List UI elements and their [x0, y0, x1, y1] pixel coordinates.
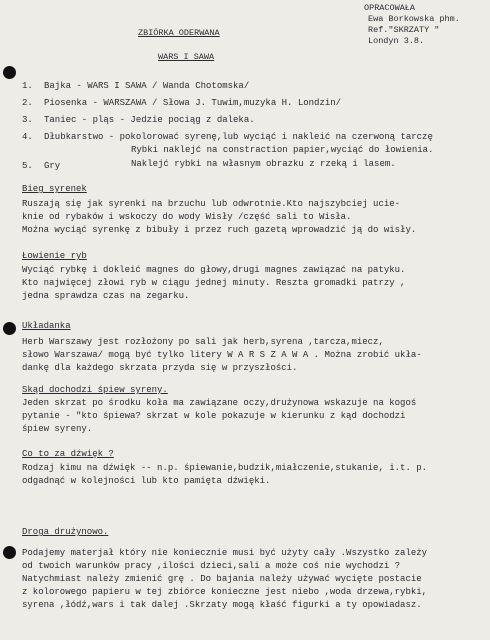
section-line: odgadnąć w kolejności lub kto pamięta dźwięki.	[22, 476, 271, 486]
section-line: z kolorowego papieru w tej zbiórce konieczne jest niebo ,woda drzewa,rybki,	[22, 587, 428, 597]
section-line: Podajemy materjał który nie koniecznie musi być użyty cały .Wszystko zależy	[22, 548, 428, 558]
list-number: 2.	[22, 98, 33, 108]
section-line: Rodzaj kimu na dźwięk -- n.p. śpiewanie,budzik,miałczenie,stukanie, i.t. p.	[22, 463, 428, 473]
list-text: Dłubkarstwo - pokolorować syrenę,lub wyciąć i nakleić na czerwoną tarczę	[44, 132, 433, 142]
list-item	[22, 97, 342, 110]
list-item-continuation: Naklejć rybki na własnym obrazku z rzeką i lasem.	[131, 159, 396, 169]
section-line: Wyciąć rybkę i dokleić magnes do głowy,drugi magnes zawiązać na patyku.	[22, 265, 406, 275]
section-body	[22, 462, 427, 488]
section-line: Można wyciąć syrenkę z bibuły i przez ruch gazetą wprowadzić ją do wisły.	[22, 225, 417, 235]
list-item-continuation: Rybki naklejć na constraction papier,wyciąć do łowienia.	[131, 145, 434, 155]
section-line: Kto najwięcej złowi ryb w ciągu jednej minuty. Reszta gromadki patrzy ,	[22, 278, 406, 288]
section-line: pytanie - "kto śpiewa? skrzat w kole pokazuje w kierunku z kąd dochodzi	[22, 411, 406, 421]
section-heading: Co to za dźwięk ?	[22, 449, 114, 459]
section-line: od twoich warunków pracy ,ilości dzieci,sali a może coś nie wychodzi ?	[22, 561, 401, 571]
list-text: Bajka - WARS I SAWA / Wanda Chotomska/	[44, 81, 250, 91]
punch-hole	[3, 546, 16, 559]
document-subtitle: WARS I SAWA	[158, 52, 215, 62]
punch-hole	[3, 322, 16, 335]
section-line: Natychmiast należy zmienić grę . Do bajania należy używać wycięte postacie	[22, 574, 422, 584]
section-heading: Łowienie ryb	[22, 251, 87, 261]
section-line: Jeden skrzat po środku koła ma zawiązane oczy,drużynowa wskazuje na kogoś	[22, 398, 417, 408]
section-line: knie od rybaków i wskoczy do wody Wisły /część sali to Wisła.	[22, 212, 352, 222]
section-line: śpiew syreny.	[22, 424, 93, 434]
list-number: 1.	[22, 81, 33, 91]
document-title: ZBIÓRKA ODERWANA	[138, 28, 220, 38]
header-opracowala: OPRACOWAŁA	[364, 3, 416, 13]
section-heading: Bieg syrenek	[22, 184, 87, 194]
header-place: Londyn 3.8.	[368, 36, 425, 46]
list-text: Gry	[44, 161, 61, 171]
list-item	[22, 131, 433, 144]
header-ref: Ref."SKRZATY "	[368, 25, 440, 35]
list-item	[22, 160, 61, 173]
list-text: Taniec - pląs - Jedzie pociąg z daleka.	[44, 115, 255, 125]
section-body	[22, 198, 416, 237]
list-number: 3.	[22, 115, 33, 125]
section-body	[22, 264, 405, 303]
header-author: Ewa Borkowska phm.	[368, 14, 460, 24]
section-body	[22, 397, 416, 436]
section-line: Ruszają się jak syrenki na brzuchu lub odwrotnie.Kto najszybciej ucie-	[22, 199, 401, 209]
section-body	[22, 336, 422, 375]
punch-hole	[3, 66, 16, 79]
section-heading: Droga drużynowo.	[22, 527, 109, 537]
list-text: Piosenka - WARSZAWA / Słowa J. Tuwim,muzyka H. Londzin/	[44, 98, 342, 108]
section-body	[22, 547, 427, 612]
list-item	[22, 80, 250, 93]
list-number: 4.	[22, 132, 33, 142]
section-line: Herb Warszawy jest rozłożony po sali jak herb,syrena ,tarcza,miecz,	[22, 337, 384, 347]
section-line: jedna sprawdza czas na zegarku.	[22, 291, 190, 301]
section-line: syrena ,łódź,wars i tak dalej .Skrzaty mogą kłaść figurki a ty opowiadasz.	[22, 600, 422, 610]
section-line: słowo Warszawa/ mogą być tylko litery W A R S Z A W A . Można zrobić ukła-	[22, 350, 422, 360]
section-heading: Układanka	[22, 321, 71, 331]
section-line: dankę dla każdego skrzata przyda się w przyszłości.	[22, 363, 298, 373]
list-item	[22, 114, 255, 127]
section-heading: Skąd dochodzi śpiew syreny.	[22, 385, 168, 395]
list-number: 5.	[22, 161, 33, 171]
